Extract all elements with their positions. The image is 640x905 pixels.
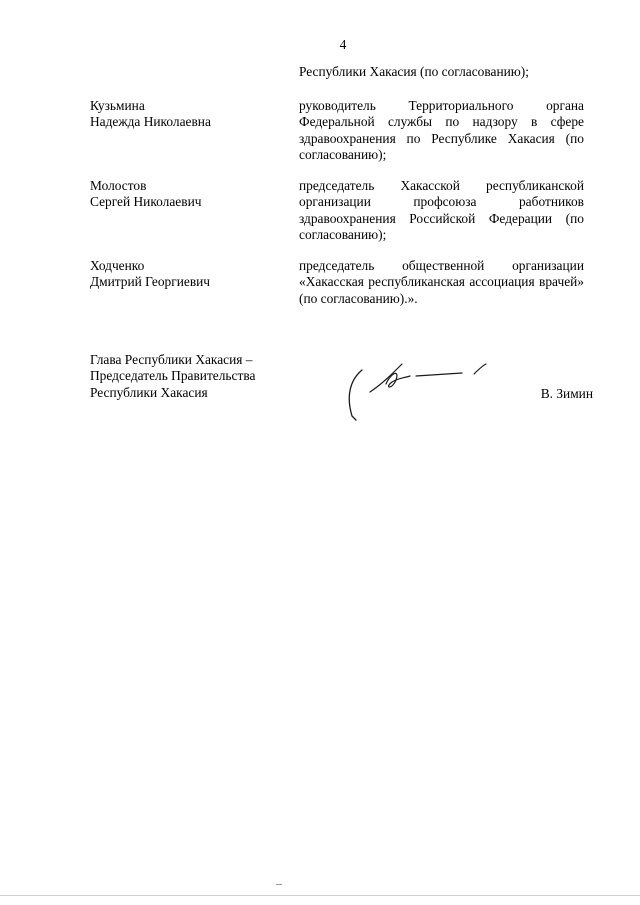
member-given-names: Надежда Николаевна — [90, 114, 211, 130]
member-name — [90, 178, 290, 211]
member-given-names: Дмитрий Георгиевич — [90, 274, 211, 290]
member-name — [90, 258, 290, 291]
member-name — [90, 98, 290, 131]
signatory-title-line: Республики Хакасия — [90, 384, 208, 400]
member-surname: Кузьмина — [90, 98, 145, 113]
signer-name: В. Зимин — [540, 386, 593, 401]
member-surname: Молостов — [90, 178, 147, 193]
signatory-title-line: Глава Республики Хакасия – — [90, 352, 253, 367]
page-number: 4 — [339, 37, 347, 52]
member-role: председатель Хакасской республиканской организации профсоюза работников здравоохранения Российской Федерации (по согласованию); — [299, 178, 584, 243]
page-bottom-edge — [0, 895, 640, 896]
member-surname: Ходченко — [90, 258, 145, 273]
signatory-title-line: Председатель Правительства — [90, 368, 256, 384]
member-given-names: Сергей Николаевич — [90, 194, 202, 210]
scan-mark — [276, 884, 282, 885]
member-role: руководитель Территориального органа Федеральной службы по надзору в сфере здравоохранения по Республике Хакасия (по согласованию); — [299, 98, 584, 163]
signatory-title — [90, 352, 290, 401]
continued-role-text: Республики Хакасия (по согласованию); — [299, 64, 529, 79]
member-role: председатель общественной организации «Хакасская республиканская ассоциация врачей» (по согласованию).». — [299, 258, 584, 306]
handwritten-signature — [340, 356, 500, 428]
